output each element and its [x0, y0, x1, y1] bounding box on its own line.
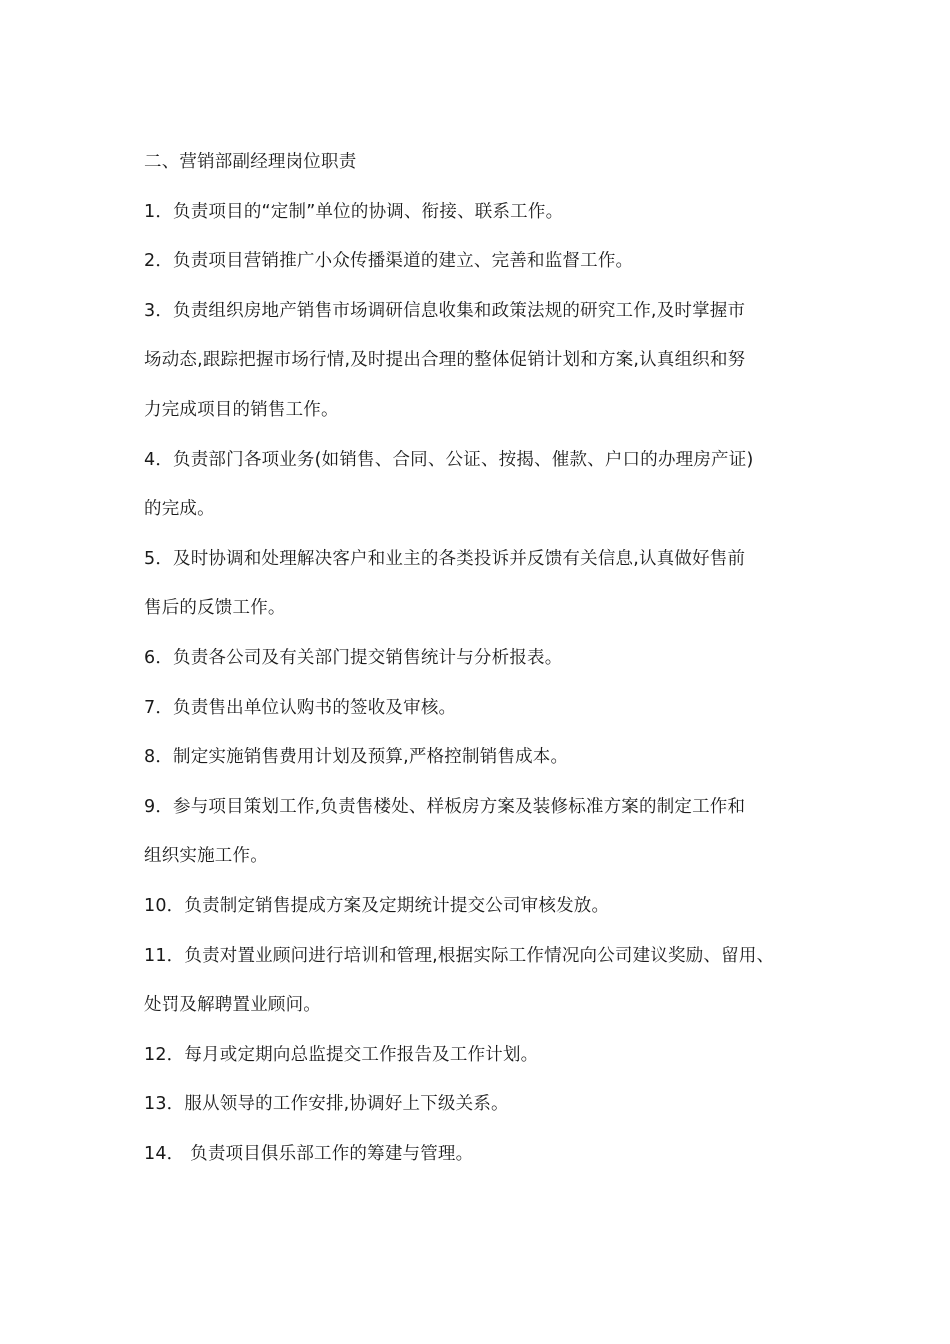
duty-item-14: 14． 负责项目俱乐部工作的筹建与管理。	[144, 1143, 474, 1164]
duty-item-8: 8．制定实施销售费用计划及预算,严格控制销售成本。	[144, 747, 569, 768]
duty-item-9-line-1: 9．参与项目策划工作,负责售楼处、样板房方案及装修标准方案的制定工作和	[144, 796, 746, 817]
duty-item-3-line-2: 场动态,跟踪把握市场行情,及时提出合理的整体促销计划和方案,认真组织和努	[144, 350, 746, 371]
section-heading: 二、营销部副经理岗位职责	[144, 152, 357, 172]
duty-item-6: 6．负责各公司及有关部门提交销售统计与分析报表。	[144, 647, 563, 668]
duty-item-4-line-2: 的完成。	[144, 499, 215, 520]
duty-item-3-line-3: 力完成项目的销售工作。	[144, 399, 339, 420]
duty-item-10: 10．负责制定销售提成方案及定期统计提交公司审核发放。	[144, 895, 610, 916]
duty-item-13: 13．服从领导的工作安排,协调好上下级关系。	[144, 1094, 509, 1115]
duty-item-4-line-1: 4．负责部门各项业务(如销售、合同、公证、按揭、催款、户口的办理房产证)	[144, 449, 754, 470]
duty-item-5-line-2: 售后的反馈工作。	[144, 598, 286, 619]
duty-item-12: 12．每月或定期向总监提交工作报告及工作计划。	[144, 1044, 539, 1065]
duty-item-5-line-1: 5．及时协调和处理解决客户和业主的各类投诉并反馈有关信息,认真做好售前	[144, 548, 746, 569]
duty-item-2: 2．负责项目营销推广小众传播渠道的建立、完善和监督工作。	[144, 251, 634, 272]
duty-item-3-line-1: 3．负责组织房地产销售市场调研信息收集和政策法规的研究工作,及时掌握市	[144, 300, 746, 321]
duty-item-7: 7．负责售出单位认购书的签收及审核。	[144, 697, 457, 718]
duty-item-9-line-2: 组织实施工作。	[144, 846, 268, 867]
document-body	[144, 138, 834, 1179]
duty-item-11-line-1: 11．负责对置业顾问进行培训和管理,根据实际工作情况向公司建议奖励、留用、	[144, 945, 775, 966]
duty-item-1: 1．负责项目的“定制”单位的协调、衔接、联系工作。	[144, 201, 564, 222]
duty-item-11-line-2: 处罚及解聘置业顾问。	[144, 995, 321, 1016]
